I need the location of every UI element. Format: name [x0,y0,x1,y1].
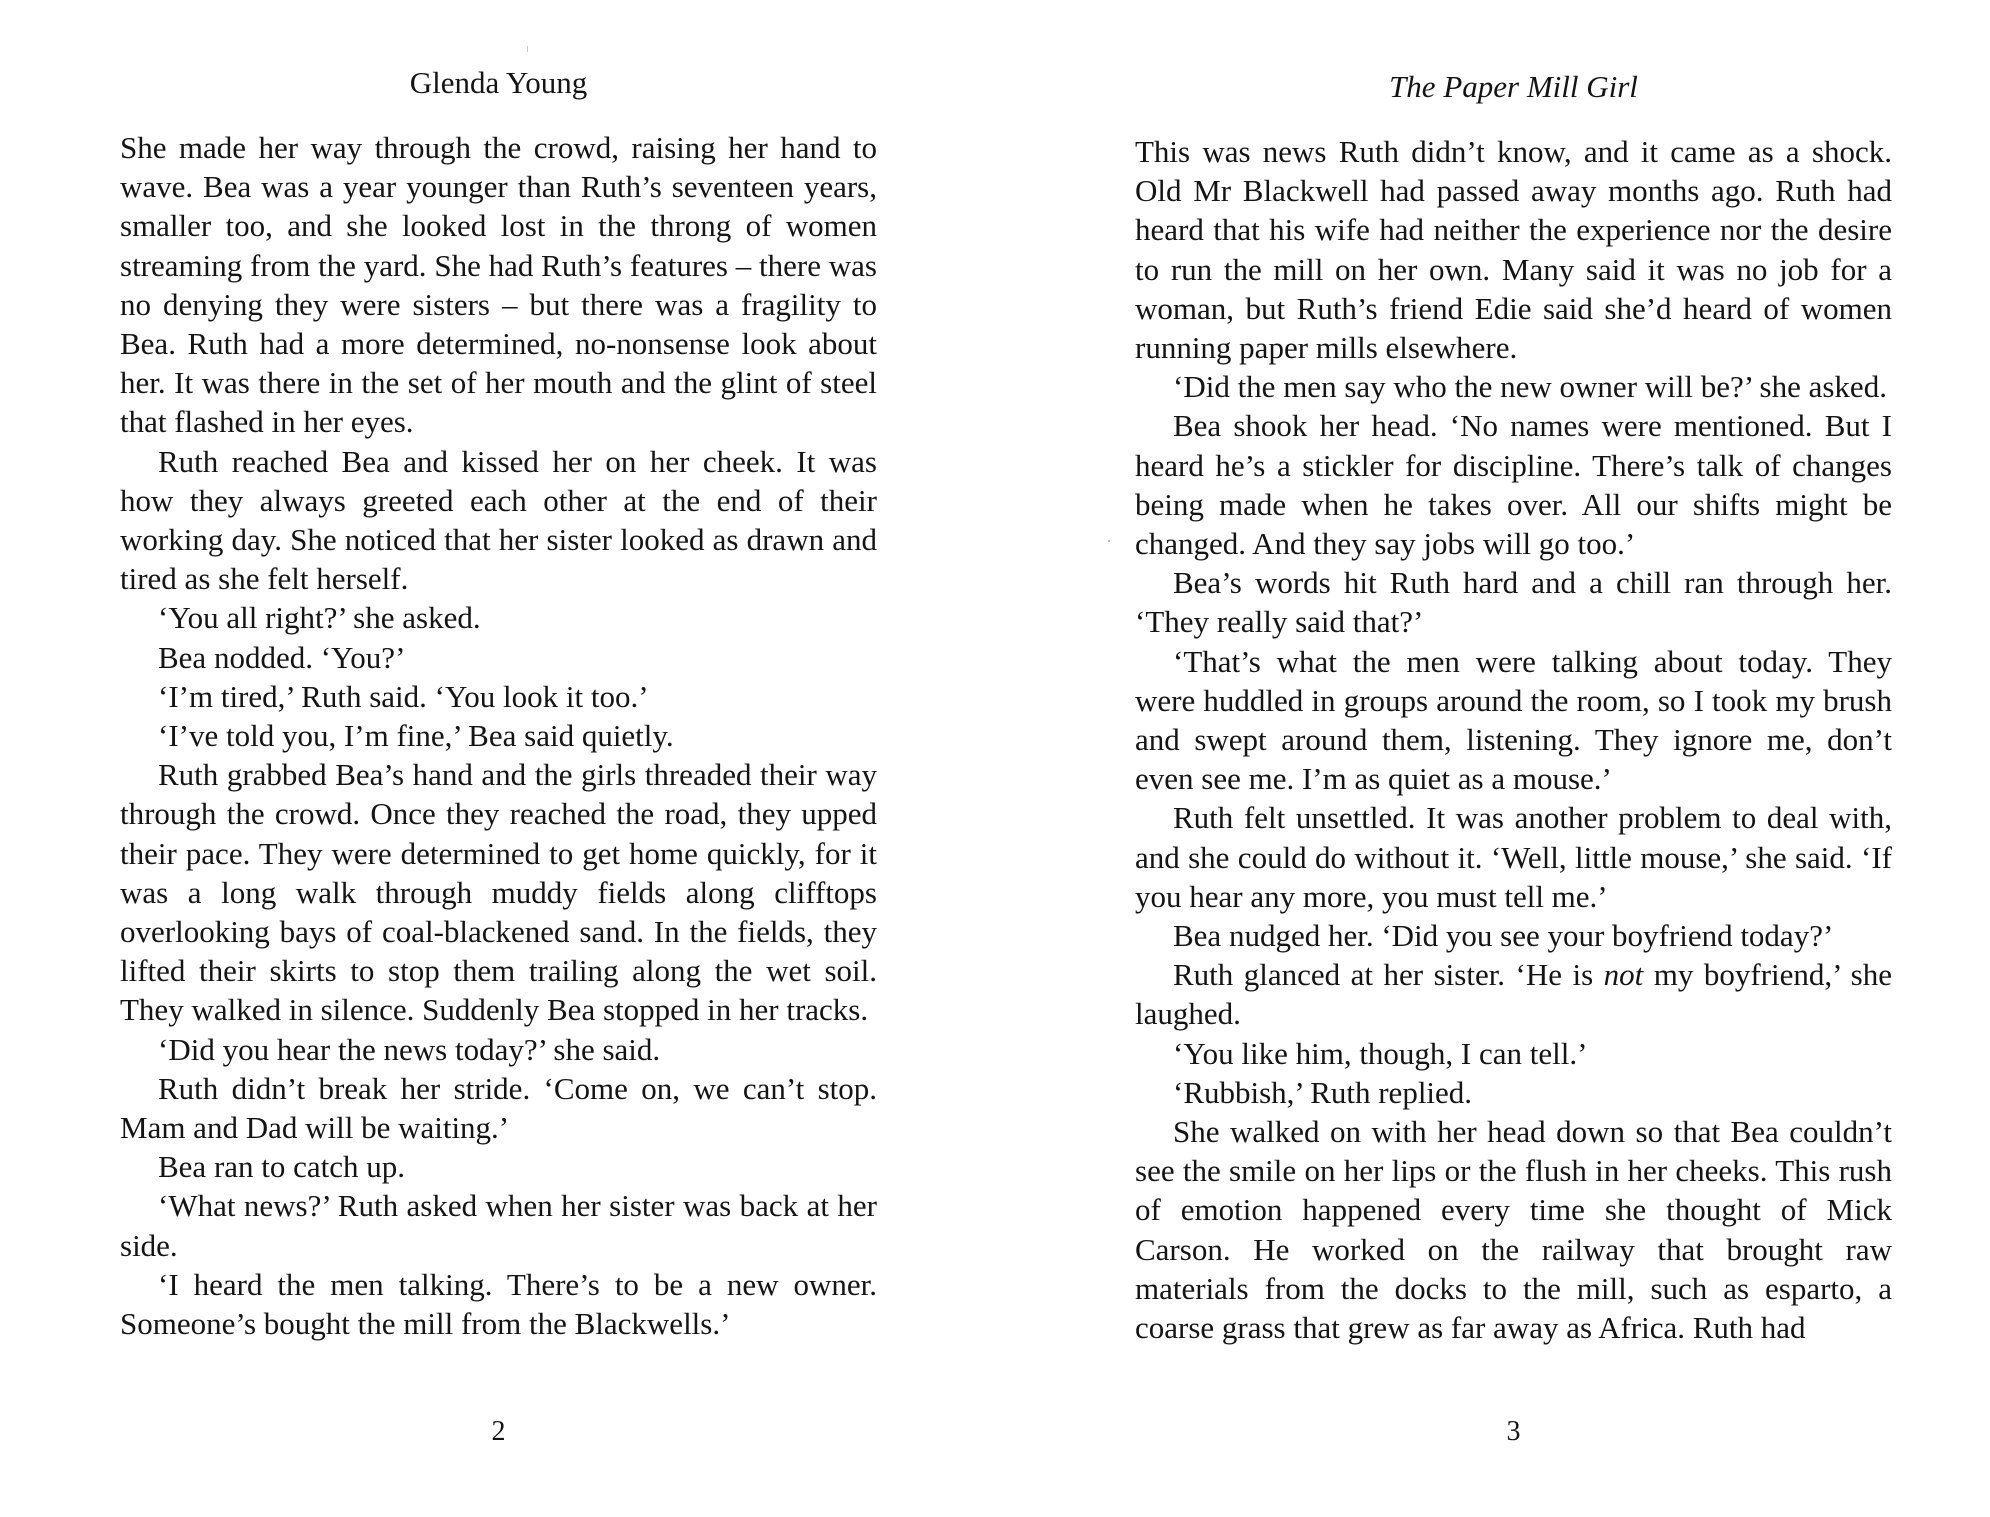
paragraph: This was news Ruth didn’t know, and it came as a shock. Old Mr Blackwell had passed away months ago. Ruth had heard that his wife had neither the experience nor the desire to run the mill on her own. Many said it was no job for a woman, but Ruth’s friend Edie said she’d heard of women running paper mills elsewhere. [1135,134,1892,366]
paragraph: ‘You like him, though, I can tell.’ [1173,1035,1588,1071]
paragraph: Ruth didn’t break her stride. ‘Come on, we can’t stop. Mam and Dad will be waiting.’ [120,1070,877,1146]
paragraph: ‘That’s what the men were talking about today. They were huddled in groups around the room, so I took my brush and swept around them, listening. They ignore me, don’t even see me. I’m as quiet as a mouse.’ [1135,643,1892,797]
paragraph: Bea ran to catch up. [158,1149,406,1185]
paragraph: She made her way through the crowd, raising her hand to wave. Bea was a year younger than Ruth’s seventeen years, smaller too, and she looked lost in the throng of women streaming from the yard. She had Ruth’s features – there was no denying they were sisters – but there was a fragility to Bea. Ruth had a more determined, no-nonsense look about her. It was there in the set of her mouth and the glint of steel that flashed in her eyes. [120,130,877,440]
right-page-body [1135,132,1892,1347]
paragraph: ‘You all right?’ she asked. [158,600,481,636]
scan-speck [1108,540,1110,542]
left-page [120,0,877,1517]
paragraph: Bea’s words hit Ruth hard and a chill ran through her. ‘They really said that?’ [1135,565,1892,640]
paragraph-text: my boyfriend,’ she laughed. [1135,957,1892,1032]
left-page-body [120,128,877,1343]
paragraph: ‘Did the men say who the new owner will be?’ she asked. [1173,369,1887,405]
emphasis-text: not [1603,957,1644,993]
page-number: 2 [491,1416,506,1447]
paragraph: Ruth felt unsettled. It was another problem to deal with, and she could do without it. ‘Well, little mouse,’ she said. ‘If you hear any more, you must tell me.’ [1135,800,1892,914]
page-number: 3 [1506,1416,1521,1447]
paragraph: ‘I heard the men talking. There’s to be a new owner. Someone’s bought the mill from the Blackwells.’ [120,1266,877,1342]
paragraph: ‘Rubbish,’ Ruth replied. [1173,1074,1473,1110]
running-head-title: The Paper Mill Girl [1389,69,1638,104]
paragraph: ‘I’ve told you, I’m fine,’ Bea said quietly. [158,718,674,754]
paragraph: Ruth grabbed Bea’s hand and the girls threaded their way through the crowd. Once they reached the road, they upped their pace. They were determined to get home quickly, for it was a long walk through muddy fields along clifftops overlooking bays of coal-blackened sand. In the fields, they lifted their skirts to stop them trailing along the wet soil. They walked in silence. Suddenly Bea stopped in her tracks. [120,757,877,1028]
paragraph: ‘Did you hear the news today?’ she said. [158,1031,661,1067]
paragraph: Bea nodded. ‘You?’ [158,639,406,675]
paragraph [1135,955,1892,1033]
paragraph: Bea shook her head. ‘No names were mentioned. But I heard he’s a stickler for discipline. There’s talk of changes being made when he takes over. All our shifts might be changed. And they say jobs will go too.’ [1135,408,1892,562]
right-page [1135,0,1892,1517]
paragraph-text: Ruth glanced at her sister. ‘He is [1173,957,1604,993]
paragraph: Bea nudged her. ‘Did you see your boyfriend today?’ [1173,918,1834,954]
paragraph: ‘I’m tired,’ Ruth said. ‘You look it too.’ [158,678,649,714]
paragraph: She walked on with her head down so that Bea couldn’t see the smile on her lips or the flush in her cheeks. This rush of emotion happened every time she thought of Mick Carson. He worked on the railway that brought raw materials from the docks to the mill, such as esparto, a coarse grass that grew as far away as Africa. Ruth had [1135,1114,1892,1346]
paragraph: ‘What news?’ Ruth asked when her sister was back at her side. [120,1188,877,1263]
paragraph: Ruth reached Bea and kissed her on her cheek. It was how they always greeted each other at the end of their working day. She noticed that her sister looked as drawn and tired as she felt herself. [120,443,877,597]
running-head-author: Glenda Young [409,65,588,100]
